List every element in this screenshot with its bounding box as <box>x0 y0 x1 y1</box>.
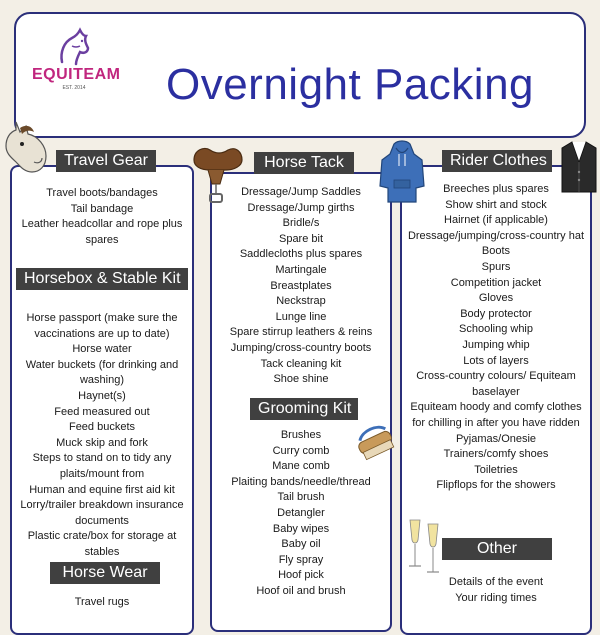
list-item: Baby oil <box>281 538 321 551</box>
horse-tack-list <box>214 185 388 388</box>
list-item: Breastplates <box>270 279 332 292</box>
list-item: Martingale <box>275 263 327 276</box>
list-item: Toiletries <box>474 463 518 476</box>
list-item: Dressage/jumping/cross-country hat <box>407 229 585 242</box>
brush-icon <box>352 418 400 466</box>
horse-wear-list <box>16 595 188 611</box>
list-item: Spare bit <box>278 232 324 245</box>
list-item: Steps to stand on to tidy any plaits/mount from <box>32 452 172 480</box>
list-item: Travel boots/bandages <box>46 187 158 199</box>
horse-head-logo-icon <box>32 28 116 68</box>
other-heading: Other <box>442 538 552 560</box>
list-item: Water buckets (for drinking and washing) <box>25 358 179 387</box>
list-item: Breeches plus spares <box>443 183 549 195</box>
list-item: Cross-country colours/ Equiteam baselayer <box>416 370 576 398</box>
list-item: Tail brush <box>277 491 325 504</box>
list-item: Spurs <box>481 260 511 273</box>
jacket-icon <box>560 140 598 196</box>
saddle-icon <box>190 136 246 208</box>
list-item: Dressage/Jump Saddles <box>241 186 361 198</box>
horsebox-list <box>16 311 188 561</box>
list-item: Hoof oil and brush <box>256 584 346 597</box>
list-item: Flipflops for the showers <box>436 479 556 492</box>
list-item: Lots of layers <box>463 354 529 367</box>
list-item: Horse water <box>72 343 132 356</box>
list-item: Schooling whip <box>459 323 533 336</box>
travel-gear-heading: Travel Gear <box>56 150 156 172</box>
list-item: Plaiting bands/needle/thread <box>231 475 371 488</box>
list-item: Haynet(s) <box>78 389 126 402</box>
page-title: Overnight Packing <box>165 60 535 109</box>
list-item: Tack cleaning kit <box>260 357 342 370</box>
list-item: Feed buckets <box>68 421 136 434</box>
list-item: Detangler <box>277 506 325 519</box>
list-item: Bridle/s <box>282 217 320 230</box>
header-card <box>14 12 586 138</box>
list-item: Feed measured out <box>54 405 150 418</box>
list-item: Travel rugs <box>74 596 130 608</box>
equiteam-logo <box>32 28 121 98</box>
list-item: Fly spray <box>278 553 324 566</box>
list-item: Neckstrap <box>276 295 326 308</box>
list-item: Horse passport (make sure the vaccinations are up to date) <box>26 312 178 340</box>
list-item: Pyjamas/Onesie <box>455 432 537 445</box>
rider-clothes-list <box>404 182 588 494</box>
logo-subtext: EST. 2014 <box>62 85 86 91</box>
list-item: Hairnet (if applicable) <box>444 214 548 227</box>
list-item: Baby wipes <box>272 522 330 535</box>
horsebox-heading: Horsebox & Stable Kit <box>16 268 188 290</box>
list-item: Dressage/Jump girths <box>247 201 355 214</box>
list-item: Body protector <box>460 307 532 320</box>
list-item: Details of the event <box>448 576 544 588</box>
list-item: Muck skip and fork <box>56 436 148 449</box>
list-item: Human and equine first aid kit <box>29 483 175 496</box>
list-item: Saddlecloths plus spares <box>239 248 363 261</box>
list-item: Shoe shine <box>273 373 329 386</box>
logo-text: EQUITEAM <box>32 66 121 83</box>
list-item: Plastic crate/box for storage at stables <box>27 530 177 558</box>
horse-tack-heading: Horse Tack <box>254 152 354 174</box>
list-item: Curry comb <box>272 444 330 457</box>
list-item: Competition jacket <box>450 276 542 289</box>
champagne-glasses-icon <box>404 514 444 580</box>
list-item: Show shirt and stock <box>445 198 547 211</box>
list-item: Jumping/cross-country boots <box>230 341 372 354</box>
list-item: Spare stirrup leathers & reins <box>229 326 373 339</box>
list-item: Brushes <box>280 429 322 441</box>
list-item: Leather headcollar and rope plus spares <box>21 218 183 246</box>
list-item: Hoof pick <box>278 569 324 582</box>
list-item: Trainers/comfy shoes <box>443 448 549 461</box>
travel-gear-list <box>16 186 188 248</box>
horse-head-icon <box>2 118 50 176</box>
list-item: Boots <box>481 245 511 258</box>
list-item: Lorry/trailer breakdown insurance documents <box>20 499 184 527</box>
rider-clothes-heading: Rider Clothes <box>442 150 552 172</box>
list-item: Tail bandage <box>70 202 134 215</box>
list-item: Gloves <box>478 292 514 305</box>
list-item: Your riding times <box>455 591 537 604</box>
list-item: Lunge line <box>275 310 327 323</box>
horse-wear-heading: Horse Wear <box>50 562 160 584</box>
hoody-icon <box>378 140 426 204</box>
grooming-kit-heading: Grooming Kit <box>250 398 358 420</box>
list-item: Equiteam hoody and comfy clothes for chilling in after you have ridden <box>410 401 582 429</box>
list-item: Mane comb <box>272 460 330 473</box>
list-item: Jumping whip <box>462 338 530 351</box>
